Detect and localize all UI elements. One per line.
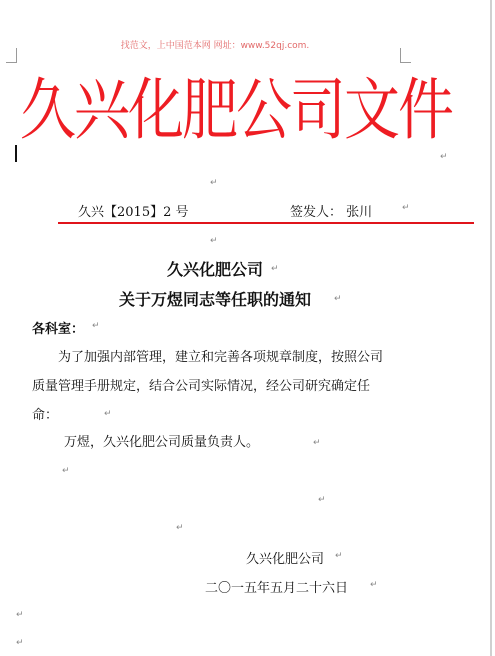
signature-company: 久兴化肥公司 <box>246 552 325 567</box>
signer-line: 签发人： 张川 <box>290 205 373 220</box>
header-red-rule <box>58 222 474 224</box>
paragraph-mark-icon: ↵ <box>62 466 70 476</box>
paragraph-mark-icon: ↵ <box>271 264 279 274</box>
paragraph-mark-icon: ↵ <box>440 152 448 162</box>
paragraph-mark-icon: ↵ <box>92 321 100 331</box>
paragraph-mark-icon: ↵ <box>370 580 378 590</box>
addressee: 各科室： <box>32 322 85 337</box>
paragraph-mark-icon: ↵ <box>318 495 326 505</box>
paragraph-mark-icon: ↵ <box>16 638 24 648</box>
signature-date: 二〇一五年五月二十六日 <box>205 581 349 596</box>
paragraph-mark-icon: ↵ <box>210 236 218 246</box>
page-edge <box>490 0 492 656</box>
paragraph-mark-icon: ↵ <box>402 203 410 213</box>
body-paragraph <box>32 343 392 430</box>
notice-title-subject: 关于万煜同志等任职的通知 <box>118 290 311 309</box>
paragraph-mark-icon: ↵ <box>334 294 342 304</box>
paragraph-mark-icon: ↵ <box>335 551 343 561</box>
paragraph-mark-icon: ↵ <box>104 409 112 419</box>
notice-title-company: 久兴化肥公司 <box>166 260 263 279</box>
text-cursor <box>15 145 17 162</box>
paragraph-mark-icon: ↵ <box>176 523 184 533</box>
appointment-line: 万煜，久兴化肥公司质量负责人。 <box>64 435 260 450</box>
document-number: 久兴【2015】2 号 <box>78 205 189 220</box>
paragraph-mark-icon: ↵ <box>16 610 24 620</box>
header-watermark: 找范文，上中国范本网 网址：www.52qj.com. <box>120 41 310 51</box>
paragraph-mark-icon: ↵ <box>210 178 218 188</box>
paragraph-mark-icon: ↵ <box>313 438 321 448</box>
body-paragraph-text: 为了加强内部管理，建立和完善各项规章制度，按照公司质量管理手册规定，结合公司实际情况，经公司研究确定任命： <box>32 350 384 423</box>
document-header-title: 久兴化肥公司文件 <box>20 72 452 150</box>
